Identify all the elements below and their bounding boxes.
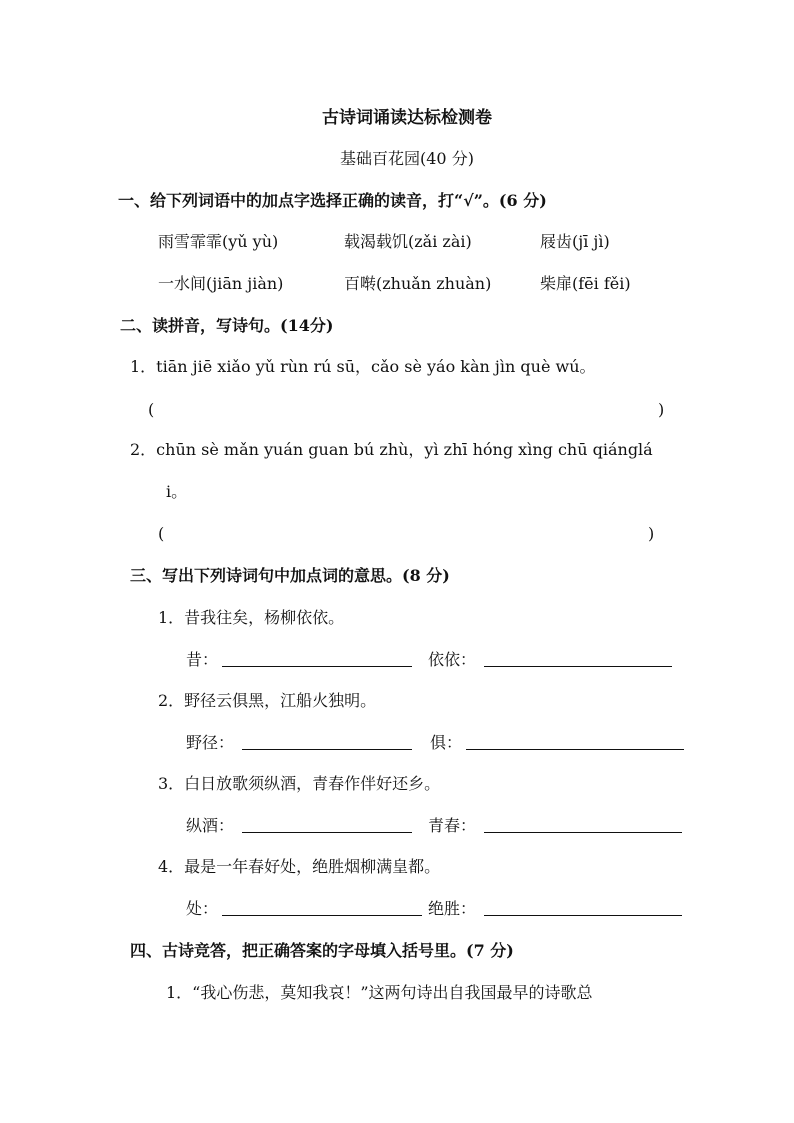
- question-4-1: 1．“我心伤悲，莫知我哀！”这两句诗出自我国最早的诗歌总: [166, 983, 593, 1002]
- answer-label: 昔：: [186, 650, 219, 669]
- question-3-1: 1．昔我往矣，杨柳依依。: [158, 608, 345, 627]
- answer-label: 绝胜：: [428, 899, 477, 918]
- answer-close-paren: ): [648, 524, 655, 543]
- answer-label: 处：: [186, 899, 219, 918]
- answer-blank[interactable]: [466, 735, 684, 750]
- answer-label: 依依：: [428, 650, 477, 669]
- answer-label: 俱：: [430, 733, 463, 752]
- pinyin-question-2-cont: i。: [166, 482, 188, 501]
- answer-close-paren: ): [658, 400, 665, 419]
- answer-label: 青春：: [428, 816, 477, 835]
- question-3-2: 2．野径云俱黑，江船火独明。: [158, 691, 377, 710]
- pinyin-option: 百啭(zhuǎn zhuàn): [344, 274, 492, 293]
- section1-heading: 一、给下列词语中的加点字选择正确的读音，打“√”。(6 分): [118, 191, 547, 210]
- answer-blank[interactable]: [222, 652, 412, 667]
- answer-blank[interactable]: [484, 652, 672, 667]
- page-title: 古诗词诵读达标检测卷: [322, 108, 492, 128]
- pinyin-question-2: 2．chūn sè mǎn yuán guan bú zhù，yì zhī hóng xìng chū qiánglá: [130, 440, 653, 459]
- answer-open-paren: (: [158, 524, 165, 543]
- answer-blank[interactable]: [222, 901, 422, 916]
- section4-heading: 四、古诗竞答，把正确答案的字母填入括号里。(7 分): [130, 941, 514, 960]
- section2-heading: 二、读拼音，写诗句。(14分): [120, 316, 334, 335]
- answer-label: 纵酒：: [186, 816, 235, 835]
- pinyin-question-1: 1．tiān jiē xiǎo yǔ rùn rú sū，cǎo sè yáo kàn jìn què wú。: [130, 357, 596, 376]
- pinyin-option: 雨雪霏霏(yǔ yù): [158, 232, 279, 251]
- answer-blank[interactable]: [242, 735, 412, 750]
- pinyin-option: 柴扉(fēi fěi): [540, 274, 631, 293]
- pinyin-option: 一水间(jiān jiàn): [158, 274, 284, 293]
- pinyin-option: 载渴载饥(zǎi zài): [344, 232, 472, 251]
- question-3-3: 3．白日放歌须纵酒，青春作伴好还乡。: [158, 774, 441, 793]
- page-subtitle: 基础百花园(40 分): [340, 149, 474, 168]
- answer-open-paren: (: [148, 400, 155, 419]
- section3-heading: 三、写出下列诗词句中加点词的意思。(8 分): [130, 566, 450, 585]
- answer-blank[interactable]: [484, 901, 682, 916]
- answer-label: 野径：: [186, 733, 235, 752]
- pinyin-option: 屐齿(jī jì): [540, 232, 610, 251]
- answer-blank[interactable]: [242, 818, 412, 833]
- question-3-4: 4．最是一年春好处，绝胜烟柳满皇都。: [158, 857, 441, 876]
- answer-blank[interactable]: [484, 818, 682, 833]
